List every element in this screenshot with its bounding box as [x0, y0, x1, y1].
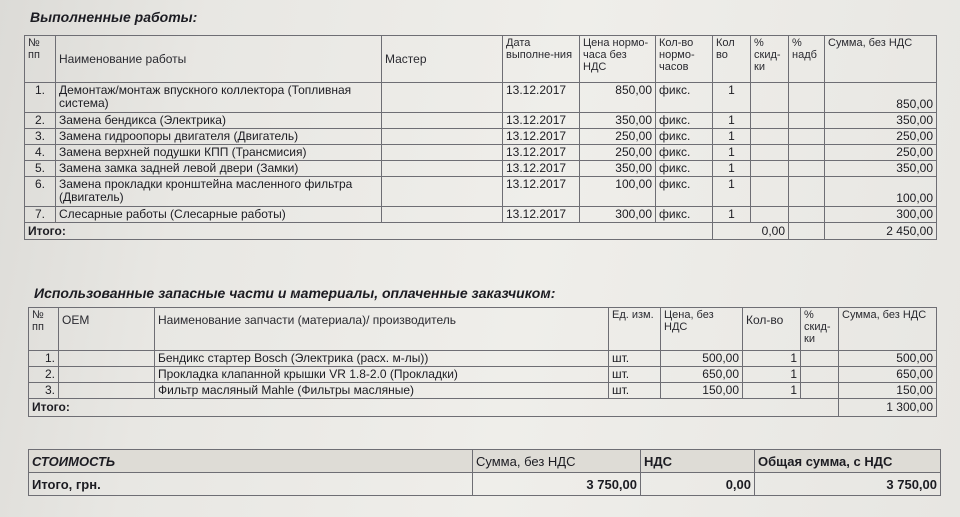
- parts-heading: Использованные запасные части и материалы, оплаченные заказчиком:: [34, 285, 556, 301]
- works-cell-discount: [751, 129, 789, 145]
- parts-cell-price: 150,00: [661, 383, 743, 399]
- works-cell-price: 850,00: [580, 83, 656, 113]
- works-cell-name: Замена прокладки кронштейна масленного фильтра (Двигатель): [56, 177, 382, 207]
- works-cell-name: Замена гидроопоры двигателя (Двигатель): [56, 129, 382, 145]
- works-cell-num: 6.: [25, 177, 56, 207]
- parts-cell-price: 500,00: [661, 351, 743, 367]
- works-cell-discount: [751, 113, 789, 129]
- works-row: [25, 129, 937, 145]
- works-cell-markup: [789, 207, 825, 223]
- works-cell-master: [382, 207, 503, 223]
- parts-cell-num: 1.: [29, 351, 59, 367]
- works-cell-master: [382, 129, 503, 145]
- works-total-discount: 0,00: [713, 223, 789, 240]
- cost-sum: 3 750,00: [473, 473, 641, 496]
- cost-col-vat: НДС: [641, 450, 755, 473]
- works-cell-num: 3.: [25, 129, 56, 145]
- works-cell-sum: 350,00: [825, 113, 937, 129]
- works-cell-sum: 250,00: [825, 129, 937, 145]
- works-cell-date: 13.12.2017: [503, 145, 580, 161]
- parts-cell-qty: 1: [743, 351, 801, 367]
- parts-header-oem: OEM: [59, 308, 155, 351]
- works-cell-markup: [789, 145, 825, 161]
- works-cell-sum: 250,00: [825, 145, 937, 161]
- works-cell-name: Демонтаж/монтаж впускного коллектора (Топливная система): [56, 83, 382, 113]
- works-cell-hours: фикс.: [656, 207, 713, 223]
- parts-header-qty: Кол-во: [743, 308, 801, 351]
- parts-total-label: Итого:: [29, 399, 839, 417]
- works-total-label: Итого:: [25, 223, 713, 240]
- works-cell-master: [382, 83, 503, 113]
- works-cell-price: 350,00: [580, 161, 656, 177]
- parts-header-price: Цена, без НДС: [661, 308, 743, 351]
- works-row: [25, 207, 937, 223]
- works-cell-discount: [751, 207, 789, 223]
- works-cell-num: 5.: [25, 161, 56, 177]
- parts-cell-name: Фильтр масляный Mahle (Фильтры масляные): [155, 383, 609, 399]
- works-table: [24, 35, 937, 240]
- parts-row: [29, 383, 937, 399]
- works-cell-hours: фикс.: [656, 113, 713, 129]
- parts-header-sum: Сумма, без НДС: [839, 308, 937, 351]
- header-hours: Кол-во нормо-часов: [656, 36, 713, 83]
- works-total-row: [25, 223, 937, 240]
- works-cell-master: [382, 113, 503, 129]
- works-cell-markup: [789, 83, 825, 113]
- works-cell-name: Замена бендикса (Электрика): [56, 113, 382, 129]
- works-cell-discount: [751, 145, 789, 161]
- works-cell-markup: [789, 129, 825, 145]
- works-cell-qty: 1: [713, 161, 751, 177]
- parts-header-num: № пп: [29, 308, 59, 351]
- works-heading: Выполненные работы:: [30, 9, 198, 25]
- works-cell-num: 7.: [25, 207, 56, 223]
- parts-total-row: [29, 399, 937, 417]
- header-price: Цена нормо-часа без НДС: [580, 36, 656, 83]
- parts-cell-unit: шт.: [609, 351, 661, 367]
- parts-header-name: Наименование запчасти (материала)/ производитель: [155, 308, 609, 351]
- works-cell-date: 13.12.2017: [503, 161, 580, 177]
- parts-cell-num: 3.: [29, 383, 59, 399]
- works-cell-qty: 1: [713, 207, 751, 223]
- works-total-markup: [789, 223, 825, 240]
- header-master: Мастер: [382, 36, 503, 83]
- works-cell-qty: 1: [713, 129, 751, 145]
- works-cell-sum: 300,00: [825, 207, 937, 223]
- works-row: [25, 113, 937, 129]
- cost-table: [28, 449, 941, 496]
- parts-cell-discount: [801, 383, 839, 399]
- parts-header-discount: % скид-ки: [801, 308, 839, 351]
- parts-cell-qty: 1: [743, 367, 801, 383]
- parts-cell-sum: 650,00: [839, 367, 937, 383]
- parts-cell-discount: [801, 351, 839, 367]
- works-cell-sum: 100,00: [825, 177, 937, 207]
- works-row: [25, 145, 937, 161]
- works-cell-price: 250,00: [580, 145, 656, 161]
- works-cell-price: 250,00: [580, 129, 656, 145]
- works-cell-num: 1.: [25, 83, 56, 113]
- parts-cell-oem: [59, 351, 155, 367]
- header-markup: % надб: [789, 36, 825, 83]
- parts-cell-sum: 500,00: [839, 351, 937, 367]
- works-cell-num: 2.: [25, 113, 56, 129]
- parts-cell-oem: [59, 367, 155, 383]
- works-cell-markup: [789, 161, 825, 177]
- works-row: [25, 83, 937, 113]
- works-cell-qty: 1: [713, 113, 751, 129]
- works-cell-hours: фикс.: [656, 83, 713, 113]
- works-cell-name: Слесарные работы (Слесарные работы): [56, 207, 382, 223]
- parts-cell-unit: шт.: [609, 383, 661, 399]
- works-cell-master: [382, 177, 503, 207]
- works-cell-date: 13.12.2017: [503, 83, 580, 113]
- parts-cell-oem: [59, 383, 155, 399]
- works-cell-hours: фикс.: [656, 177, 713, 207]
- works-cell-name: Замена замка задней левой двери (Замки): [56, 161, 382, 177]
- works-cell-qty: 1: [713, 145, 751, 161]
- works-cell-price: 350,00: [580, 113, 656, 129]
- works-cell-date: 13.12.2017: [503, 129, 580, 145]
- works-cell-hours: фикс.: [656, 145, 713, 161]
- parts-cell-qty: 1: [743, 383, 801, 399]
- header-date: Дата выполне-ния: [503, 36, 580, 83]
- parts-cell-num: 2.: [29, 367, 59, 383]
- works-cell-sum: 350,00: [825, 161, 937, 177]
- cost-col-total: Общая сумма, с НДС: [755, 450, 941, 473]
- header-qty: Кол во: [713, 36, 751, 83]
- works-cell-discount: [751, 177, 789, 207]
- header-sum: Сумма, без НДС: [825, 36, 937, 83]
- works-cell-name: Замена верхней подушки КПП (Трансмисия): [56, 145, 382, 161]
- works-row: [25, 177, 937, 207]
- works-row: [25, 161, 937, 177]
- parts-table: [28, 307, 937, 417]
- parts-row: [29, 351, 937, 367]
- works-cell-num: 4.: [25, 145, 56, 161]
- cost-total: 3 750,00: [755, 473, 941, 496]
- parts-row: [29, 367, 937, 383]
- parts-cell-name: Прокладка клапанной крышки VR 1.8-2.0 (Прокладки): [155, 367, 609, 383]
- cost-col-sum: Сумма, без НДС: [473, 450, 641, 473]
- cost-label: СТОИМОСТЬ: [29, 450, 473, 473]
- parts-header-unit: Ед. изм.: [609, 308, 661, 351]
- parts-cell-sum: 150,00: [839, 383, 937, 399]
- works-cell-markup: [789, 177, 825, 207]
- works-cell-master: [382, 161, 503, 177]
- cost-row-label: Итого, грн.: [29, 473, 473, 496]
- works-cell-qty: 1: [713, 83, 751, 113]
- works-cell-date: 13.12.2017: [503, 177, 580, 207]
- works-cell-hours: фикс.: [656, 161, 713, 177]
- parts-cell-discount: [801, 367, 839, 383]
- works-cell-discount: [751, 83, 789, 113]
- works-cell-qty: 1: [713, 177, 751, 207]
- works-cell-price: 100,00: [580, 177, 656, 207]
- header-num: № пп: [25, 36, 56, 83]
- header-discount: % скид-ки: [751, 36, 789, 83]
- parts-total-sum: 1 300,00: [839, 399, 937, 417]
- works-cell-discount: [751, 161, 789, 177]
- works-cell-hours: фикс.: [656, 129, 713, 145]
- parts-cell-unit: шт.: [609, 367, 661, 383]
- works-cell-date: 13.12.2017: [503, 113, 580, 129]
- parts-cell-price: 650,00: [661, 367, 743, 383]
- works-total-sum: 2 450,00: [825, 223, 937, 240]
- parts-header-row: [29, 308, 937, 351]
- parts-cell-name: Бендикс стартер Bosch (Электрика (расх. м-лы)): [155, 351, 609, 367]
- works-cell-date: 13.12.2017: [503, 207, 580, 223]
- header-name: Наименование работы: [56, 36, 382, 83]
- works-header-row: [25, 36, 937, 83]
- works-cell-sum: 850,00: [825, 83, 937, 113]
- works-cell-master: [382, 145, 503, 161]
- works-cell-markup: [789, 113, 825, 129]
- cost-header-row: [29, 450, 941, 473]
- cost-vat: 0,00: [641, 473, 755, 496]
- cost-value-row: [29, 473, 941, 496]
- works-cell-price: 300,00: [580, 207, 656, 223]
